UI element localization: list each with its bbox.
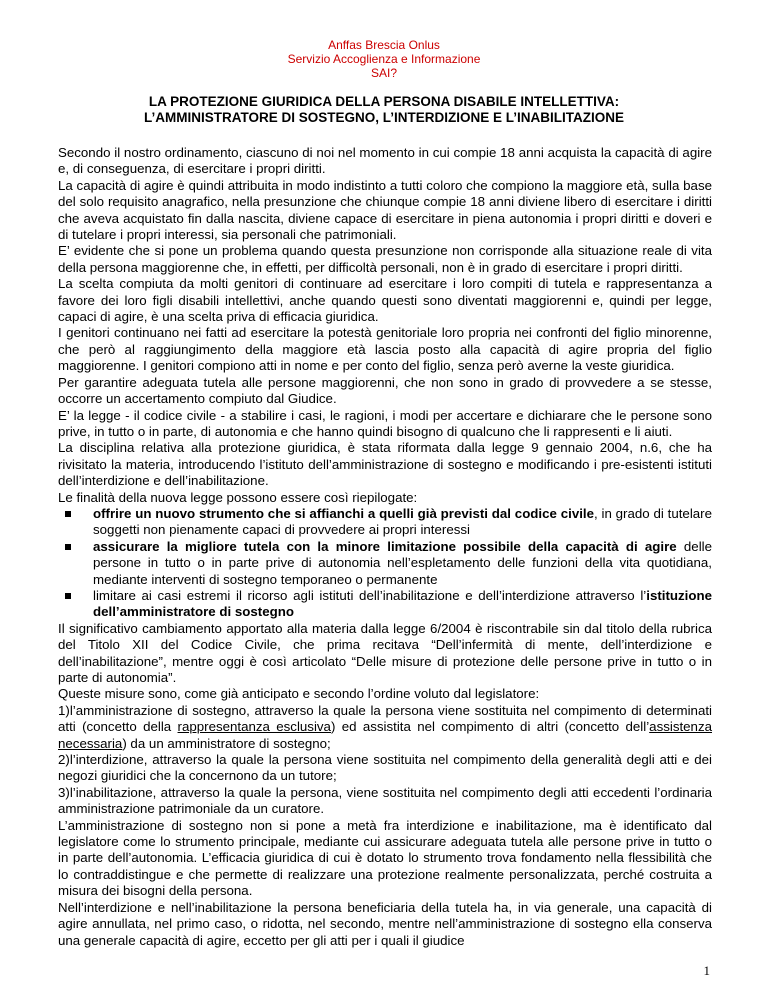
square-bullet-icon bbox=[65, 544, 71, 550]
paragraph: Nell’interdizione e nell’inabilitazione la persona beneficiaria della tutela ha, in via generale, una capacità di agire annullata, nel primo caso, o ridotta, nel secondo, mentre nell’amministrazione di sostegno ella conserva una generale capacità di agire, eccetto per gli atti per i quali il giudice bbox=[58, 899, 712, 948]
list-item-text: , in grado di tutelare soggetti non pienamente capaci di provvedere ai propri interessi bbox=[93, 505, 712, 538]
square-bullet-icon bbox=[65, 593, 71, 599]
list-item bbox=[93, 506, 712, 539]
paragraph: La scelta compiuta da molti genitori di continuare ad esercitare i loro compiti di tutela e rappresentanza a favore dei loro figli disabili intellettivi, anche quando questi sono diventati maggiorenni e, quindi per legge, capaci di agire, è una scelta priva di efficacia giuridica. bbox=[58, 276, 712, 325]
paragraph: I genitori continuano nei fatti ad esercitare la potestà genitoriale loro propria nei confronti del figlio minorenne, che però al raggiungimento della maggiore età lascia posto alla capacità di agire propria del figlio maggiorenne. I genitori compiono atti in nome e per conto del figlio, senza però averne la veste giuridica. bbox=[58, 325, 712, 374]
header-acronym: SAI? bbox=[370, 66, 397, 80]
paragraph: 3)l’inabilitazione, attraverso la quale la persona, viene sostituita nel compimento degli atti eccedenti l’ordinaria amministrazione patrimoniale da un curatore. bbox=[58, 784, 712, 817]
underlined-term: rappresentanza esclusiva bbox=[177, 719, 331, 735]
document-title bbox=[90, 94, 678, 126]
list-item-bold: istituzione dell’amministratore di sostegno bbox=[93, 587, 712, 620]
list-item-bold: assicurare la migliore tutela con la minore limitazione possibile della capacità di agire bbox=[93, 538, 677, 554]
document-body bbox=[58, 145, 712, 949]
paragraph: Per garantire adeguata tutela alle persone maggiorenni, che non sono in grado di provvedere a se stesse, occorre un accertamento compiuto dal Giudice. bbox=[58, 374, 712, 407]
paragraph: E’ evidente che si pone un problema quando questa presunzione non corrisponde alla situazione reale di vita della persona maggiorenne che, in effetti, per difficoltà personali, non è in grado di esercitare i propri diritti. bbox=[58, 243, 712, 275]
list-item-text: delle persone in tutto o in parte prive di autonomia nell’espletamento delle funzioni della vita quotidiana, mediante interventi di sostegno temporaneo o permanente bbox=[93, 538, 712, 587]
list-item bbox=[93, 539, 712, 588]
paragraph bbox=[58, 703, 712, 752]
header bbox=[0, 38, 768, 80]
header-service: Servizio Accoglienza e Informazione bbox=[287, 52, 481, 66]
aims-list bbox=[58, 506, 712, 621]
paragraph-text: ) ed assistita nel compimento di altri (concetto dell’ bbox=[330, 719, 650, 735]
paragraph: Le finalità della nuova legge possono essere così riepilogate: bbox=[58, 489, 418, 505]
paragraph: La capacità di agire è quindi attribuita in modo indistinto a tutti coloro che compiono la maggiore età, sulla base del solo requisito anagrafico, nella presunzione che chiunque compie 18 anni diviene libero di esercitare i diritti che aveva acquistato fin dalla nascita, diviene capace di esercitare in piena autonomia i propri diritti e doveri e di tutelare i propri interessi, sia personali che patrimoniali. bbox=[58, 177, 712, 243]
paragraph: La disciplina relativa alla protezione giuridica, è stata riformata dalla legge 9 gennaio 2004, n.6, che ha rivisitato la materia, introducendo l’istituto dell’amministrazione di sostegno e modificando i pre-esistenti istituti dell’interdizione e dell’inabilitazione. bbox=[58, 440, 712, 489]
list-item bbox=[93, 588, 712, 621]
paragraph: Secondo il nostro ordinamento, ciascuno di noi nel momento in cui compie 18 anni acquista la capacità di agire e, di conseguenza, di esercitare i propri diritti. bbox=[58, 145, 712, 177]
list-item-text: limitare ai casi estremi il ricorso agli istituti dell’inabilitazione e dell’interdizione attraverso l’ bbox=[93, 587, 647, 603]
paragraph: 2)l’interdizione, attraverso la quale la persona viene sostituita nel compimento della generalità degli atti e dei negozi giuridici che la concernono da un tutore; bbox=[58, 752, 712, 784]
header-organization: Anffas Brescia Onlus bbox=[328, 38, 440, 52]
paragraph: L’amministrazione di sostegno non si pone a metà fra interdizione e inabilitazione, ma è identificato dal legislatore come lo strumento principale, mediante cui assicurare adeguata tutela alle persone prive in tutto o in parte dell’autonomia. L’efficacia giuridica di cui è dotato lo strumento trova fondamento nella flessibilità che lo contraddistingue e che permette di realizzare una protezione realmente personalizzata, perché costruita a misura dei bisogni della persona. bbox=[58, 817, 712, 899]
paragraph: Queste misure sono, come già anticipato e secondo l’ordine voluto dal legislatore: bbox=[58, 686, 540, 702]
paragraph: E’ la legge - il codice civile - a stabilire i casi, le ragioni, i modi per accertare e dichiarare che le persone sono prive, in tutto o in parte, di autonomia e che hanno quindi bisogno di qualcuno che li rappresenti e li aiuti. bbox=[58, 407, 712, 439]
underlined-term: assistenza necessaria bbox=[58, 719, 712, 751]
paragraph: Il significativo cambiamento apportato alla materia dalla legge 6/2004 è riscontrabile sin dal titolo della rubrica del Titolo XII del Codice Civile, che prima recitava “Dell’infermità di mente, dell’interdizione e dell’inabilitazione”, mentre oggi è così articolato “Delle misure di protezione delle persone prive in tutto o in parte di autonomia”. bbox=[58, 620, 712, 685]
title-line-2: L’AMMINISTRATORE DI SOSTEGNO, L’INTERDIZIONE E L’INABILITAZIONE bbox=[143, 110, 624, 125]
list-item-bold: offrire un nuovo strumento che si affianchi a quelli già previsti dal codice civile bbox=[93, 505, 594, 521]
title-line-1: LA PROTEZIONE GIURIDICA DELLA PERSONA DISABILE INTELLETTIVA: bbox=[148, 94, 620, 109]
paragraph-text: ) da un amministratore di sostegno; bbox=[122, 735, 331, 751]
paragraph-text: 1)l’amministrazione di sostegno, attraverso la quale la persona viene sostituita nel compimento di determinati atti (concetto della bbox=[58, 702, 712, 735]
page-number: 1 bbox=[703, 963, 710, 978]
square-bullet-icon bbox=[65, 511, 71, 517]
